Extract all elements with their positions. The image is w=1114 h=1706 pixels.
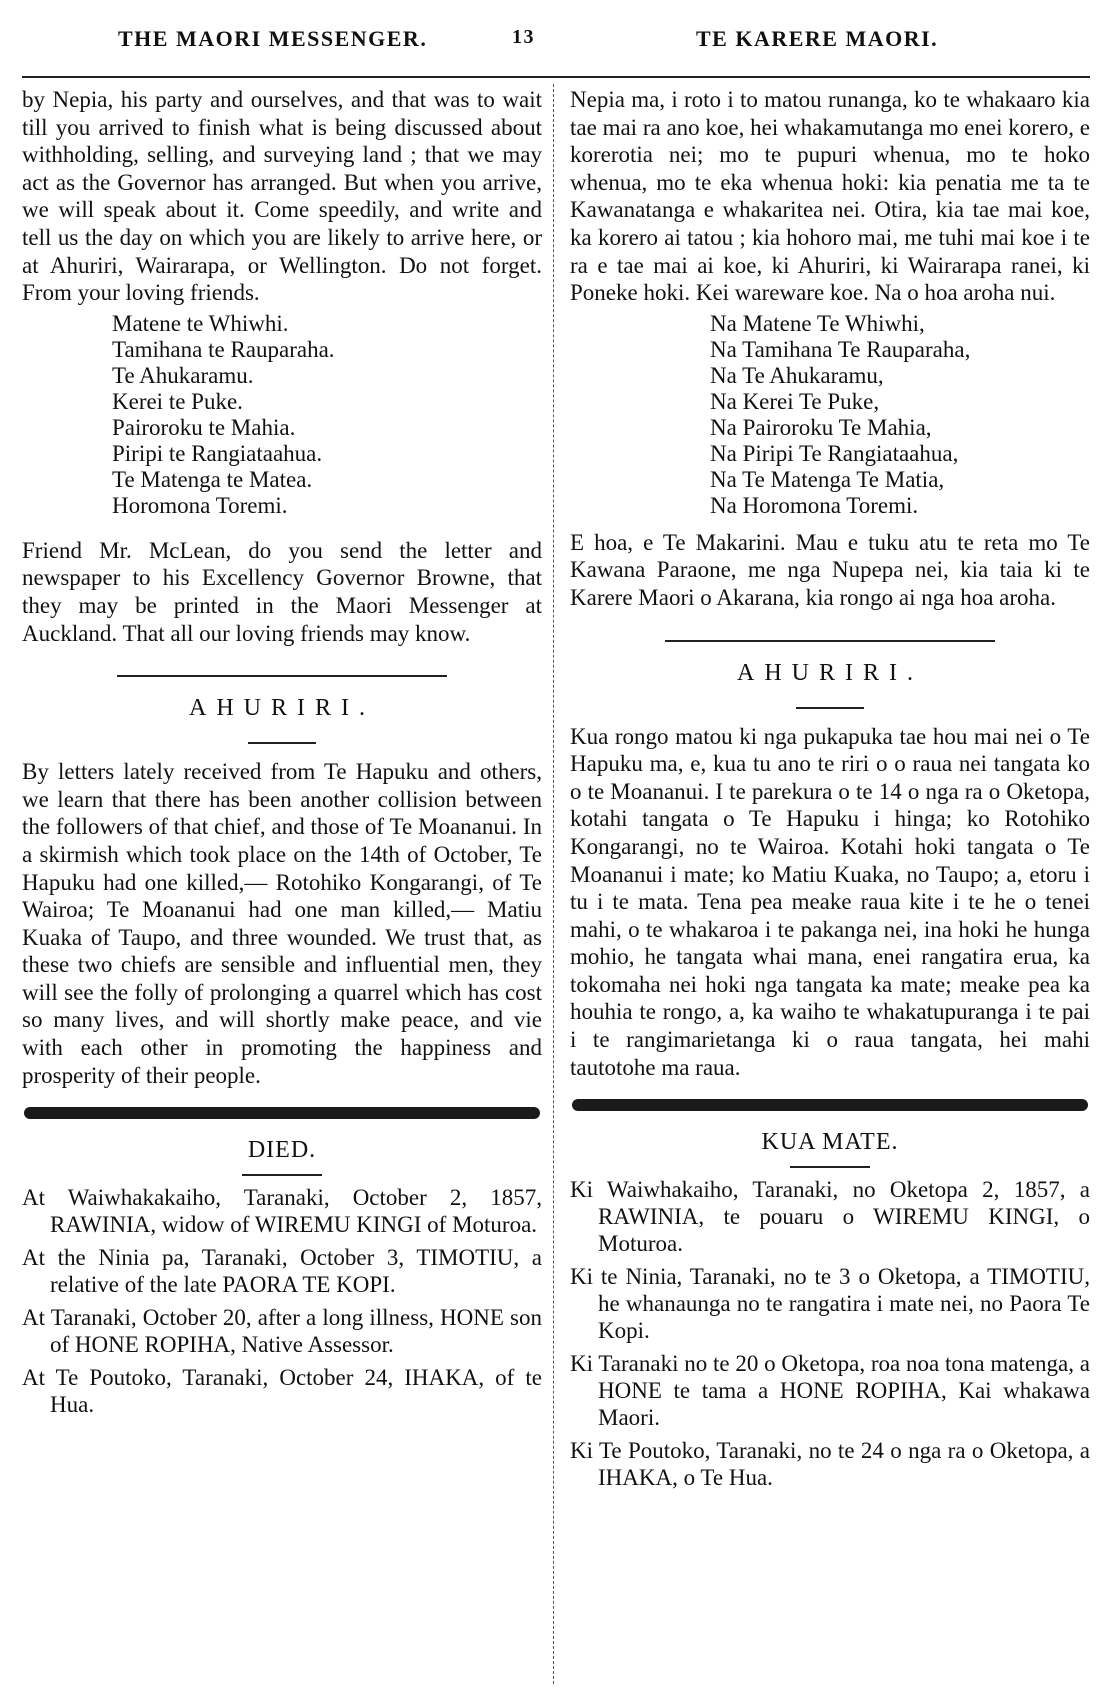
letter-intro: Nepia ma, i roto i to matou runanga, ko te whakaaro kia tae mai ra ano koe, hei whakamutanga mo enei korero, e korerotia nei; mo te pupuri whenua, mo te hoko whenua, mo te eka whenua hoki: kia penatia me ta te Kawanatanga e whakaritea nei. Otira, kia tae mai koe, ka korero ai tatou ; kia hohoro mai, me tuhi mai koe i te ra e tae mai ai koe, ki Ahuriri, ki Wairarapa ranei, ki Poneke hoki. Kei wareware koe. Na o hoa aroha nui. (570, 87, 1090, 306)
signature: Kerei te Puke. (112, 388, 243, 414)
section-body: By letters lately received from Te Hapuku and others, we learn that there has been another collision between the followers of that chief, and those of Te Moananui. In a skirmish which took place on the 14th of October, Te Hapuku had one killed,— Rotohiko Kongarangi, of Te Wairoa; Te Moananui had one man killed,— Matiu Kuaka of Taupo, and three wounded. We trust that, as these two chiefs are sensible and influential men, they will see the folly of prolonging a quarrel which has cost so many lives, and will shortly make peace, and vie with each other in promoting the happiness and prosperity of their people. (22, 759, 542, 1088)
death-notice: At Taranaki, October 20, after a long illness, HONE son of HONE ROPIHA, Native Assessor. (22, 1305, 542, 1358)
letter-postscript: Friend Mr. McLean, do you send the letter and newspaper to his Excellency Governor Browne, that they may be printed in the Maori Messenger at Auckland. That all our loving friends may know. (22, 537, 542, 646)
column-divider (553, 84, 554, 1684)
signature: Tamihana te Rauparaha. (112, 336, 335, 362)
signature: Horomona Toremi. (112, 492, 288, 518)
page-header (0, 16, 1114, 56)
death-notice: At Waiwhakakaiho, Taranaki, October 2, 1857, RAWINIA, widow of WIREMU KINGI of Moturoa. (22, 1185, 542, 1238)
letter-postscript: E hoa, e Te Makarini. Mau e tuku atu te reta mo Te Kawana Paraone, me nga Nupepa nei, kia taia ki te Karere Maori o Akarana, kia rongo ai nga hoa aroha. (570, 529, 1090, 610)
signature: Matene te Whiwhi. (112, 310, 289, 336)
died-rule (242, 1174, 322, 1176)
death-notice: Ki Waiwhakaiho, Taranaki, no Oketopa 2, 1857, a RAWINIA, te pouaru o WIREMU KINGI, o Moturoa. (570, 1177, 1090, 1257)
died-title: DIED. (247, 1137, 317, 1164)
maori-column (570, 86, 1090, 1686)
signature: Te Ahukaramu. (112, 362, 254, 388)
letter-intro: by Nepia, his party and ourselves, and that was to wait till you arrived to finish what is being discussed about withholding, selling, and surveying land ; that we may act as the Governor has arranged. But when you arrive, we will speak about it. Come speedily, and write and tell us the day on which you are likely to arrive here, or at Ahuriri, Wairarapa, or Wellington. Do not forget. From your loving friends. (22, 87, 542, 306)
section-rule (117, 675, 447, 677)
english-column (22, 86, 542, 1686)
signature: Piripi te Rangiataahua. (112, 440, 323, 466)
signature: Na Matene Te Whiwhi, (710, 310, 925, 336)
death-notice: At Te Poutoko, Taranaki, October 24, IHAKA, of te Hua. (22, 1365, 542, 1418)
death-notice: At the Ninia pa, Taranaki, October 3, TIMOTIU, a relative of the late PAORA TE KOPI. (22, 1245, 542, 1298)
signature: Te Matenga te Matea. (112, 466, 313, 492)
died-title: KUA MATE. (761, 1129, 899, 1156)
signature: Na Te Matenga Te Matia, (710, 466, 945, 492)
section-title: AHURIRI. (189, 695, 375, 722)
english-masthead: THE MAORI MESSENGER. (118, 26, 428, 51)
death-notice: Ki te Ninia, Taranaki, no te 3 o Oketopa, a TIMOTIU, he whanaunga no te rangatira i mate nei, no Paora Te Kopi. (570, 1264, 1090, 1344)
signature: Na Piripi Te Rangiataahua, (710, 440, 959, 466)
section-body: Kua rongo matou ki nga pukapuka tae hou mai nei o Te Hapuku ma, e, kua tu ano te riri o o raua nei tangata ko o te Moananui. I te parekura o te 14 o nga ra o Oketopa, kotahi tangata o Te Hapuku i hinga; ko Rotohiko Kongarangi, no te Wairoa. Kotahi hoki tangata o Te Moananui i mate; ko Matiu Kuaka, no Taupo; a, etoru i tu i te mata. Tena pea meake raua kite i te he o tenei mahi, o te whakaroa i te pakanga nei, ina hoki he hunga mohio, he tangata whai mana, enei rangatira erua, ka tokomaha nei hoki nga tangata ka mate; meake pea ka houhia te rongo, a, ka waiho te whakatupuranga i te pai i te rangimarietanga ki o raua tangata, hei mahi tautotohe ma raua. (570, 723, 1090, 1080)
section-rule (665, 640, 995, 642)
section-subrule (796, 707, 864, 709)
page-number: 13 (512, 26, 535, 48)
signature: Pairoroku te Mahia. (112, 414, 296, 440)
signature: Na Te Ahukaramu, (710, 362, 884, 388)
died-rule (790, 1166, 870, 1168)
header-rule (22, 76, 1090, 78)
section-subrule (248, 742, 316, 744)
signature: Na Pairoroku Te Mahia, (710, 414, 932, 440)
thick-divider (24, 1107, 540, 1119)
maori-masthead: TE KARERE MAORI. (696, 26, 939, 51)
signature: Na Horomona Toremi. (710, 492, 919, 518)
death-notice: Ki Taranaki no te 20 o Oketopa, roa noa tona matenga, a HONE te tama a HONE ROPIHA, Kai whakawa Maori. (570, 1351, 1090, 1431)
signature-list (22, 311, 542, 519)
thick-divider (572, 1099, 1088, 1111)
signature: Na Tamihana Te Rauparaha, (710, 336, 971, 362)
death-notice: Ki Te Poutoko, Taranaki, no te 24 o nga ra o Oketopa, a IHAKA, o Te Hua. (570, 1438, 1090, 1491)
section-title: AHURIRI. (737, 659, 923, 686)
signature-list (570, 311, 1090, 519)
signature: Na Kerei Te Puke, (710, 388, 880, 414)
